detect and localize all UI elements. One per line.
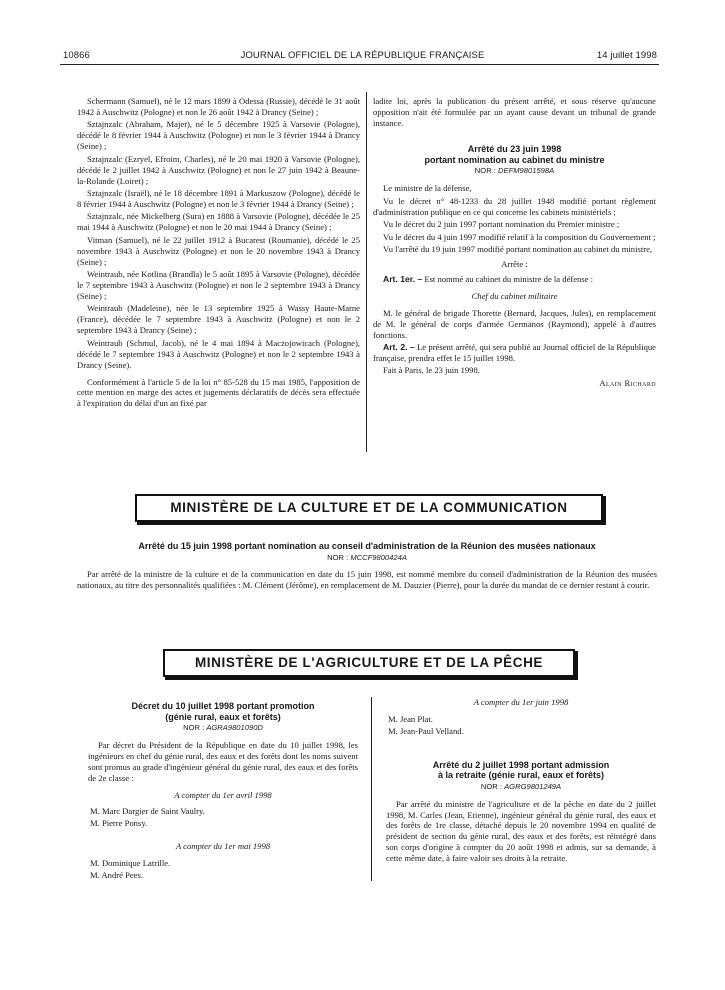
decree-body: Par arrêté de la ministre de la culture et de la communication en date du 15 juin 1998, est nommé membre du conseil d'administration de la Réunion des musées nationaux, au titre des personnalités qualifiées : M. Clément (Jérôme), en remplacement de M. Dauzier (Pierre), pour la durée du mandat de ce dernier restant à courir. [77, 569, 657, 591]
paragraph: Vu l'arrêté du 19 juin 1997 modifié portant nomination au cabinet du ministre, [383, 244, 653, 255]
header-rule [60, 64, 659, 65]
nor-label: NOR : [474, 166, 496, 176]
entry: Conformément à l'article 5 de la loi n° 85-528 du 15 mai 1985, l'apposition de cette mention en marge des actes et jugements déclaratifs de décès sera effectuée à l'expiration du délai d'un an fixé par [77, 376, 360, 409]
decree-title: Arrêté du 15 juin 1998 portant nomination au conseil d'administration de la Réunion des musées nationaux [138, 541, 596, 551]
decree-title [373, 144, 656, 165]
entry: Weintraub (Madeleine), née le 13 septembre 1925 à Wassy Haute-Marne (France), décédée le 7 septembre 1943 à Auschwitz (Pologne) et non le 2 septembre 1943 à Drancy (Seine) ; [77, 303, 360, 336]
agriculture-right [386, 697, 656, 866]
decree-title-line: Arrêté du 23 juin 1998 [467, 144, 562, 155]
name-item: M. Jean-Paul Velland. [388, 725, 464, 736]
nor-reference [373, 166, 656, 177]
entry: Weintraub, née Kotlina (Brandla) le 5 août 1895 à Varsovie (Pologne), décédée le 7 septembre 1943 à Auschwitz (Pologne) et non le 2 septembre 1943 à Drancy (Seine) ; [77, 269, 360, 301]
decree-title-line: (génie rural, eaux et forêts) [165, 711, 281, 722]
paragraph: Le ministre de la défense, [383, 183, 472, 194]
decree-title-line: à la retraite (génie rural, eaux et forêts) [437, 770, 605, 781]
banner-shadow [137, 496, 606, 525]
names-list [88, 806, 358, 829]
article-text: Le présent arrêté, qui sera publié au Journal officiel de la République française, prendra effet le 15 juillet 1998. [373, 342, 656, 363]
right-column [373, 96, 656, 390]
entry: Sztajnzalc (Abraham, Majer), né le 5 décembre 1925 à Varsovie (Pologne), décédé le 8 février 1944 à Auschwitz (Pologne) et non le 3 février 1944 à Drancy (Seine) ; [77, 119, 360, 152]
continuation-text: ladite loi, après la publication du présent arrêté, et sous réserve qu'aucune opposition n'ait été formulée par un ayant cause devant un tribunal de grande instance. [373, 96, 656, 128]
decree-title-line: portant nomination au cabinet du ministre [424, 154, 605, 165]
decree-body: Par décret du Président de la République en date du 10 juillet 1998, les ingénieurs en chef du génie rural, des eaux et des forêts dont les noms suivent sont promus au grade d'ingénieur général du génie rural, des eaux et des forêts de 2e classe : [88, 739, 358, 783]
ministry-banner-agriculture: MINISTÈRE DE L'AGRICULTURE ET DE LA PÊCHE [163, 649, 575, 677]
effective-date-heading: A compter du 1er avril 1998 [174, 789, 272, 800]
paragraph: Vu le décret du 4 juin 1997 modifié relatif à la composition du Gouvernement ; [383, 231, 656, 242]
name-item: M. Jean Plat. [388, 713, 433, 724]
culture-decree [77, 541, 657, 591]
nor-reference [77, 553, 657, 564]
entry: Weintraub (Schmul, Jacob), né le 4 mai 1894 à Maczojowicach (Pologne), décédé le 7 septembre 1943 à Auschwitz (Pologne) et non le 2 septembre 1943 à Drancy (Seine). [77, 337, 360, 370]
article-2 [373, 342, 656, 364]
signature: Alain Richard [599, 377, 656, 388]
column-divider [371, 697, 372, 881]
entry: Schermann (Samuel), né le 12 mars 1899 à Odessa (Russie), décédé le 31 août 1942 à Auschwitz (Pologne) et non le 26 août 1942 à Drancy (Seine) ; [77, 96, 360, 117]
nor-label: NOR : [183, 723, 205, 732]
names-list [386, 714, 656, 737]
agriculture-left [88, 701, 358, 882]
nor-reference [88, 723, 358, 734]
nor-label: NOR : [480, 781, 502, 791]
name-item: M. Dominique Latrille. [90, 858, 171, 869]
nor-reference [386, 782, 656, 793]
paragraph: Vu le décret du 2 juin 1997 portant nomination du Premier ministre ; [383, 219, 620, 230]
paragraph: Vu le décret n° 48-1233 du 28 juillet 1948 modifié portant règlement d'administration publique en ce qui concerne les cabinets ministériels ; [373, 195, 656, 217]
name-item: M. André Pees. [90, 870, 143, 881]
decree-title-line: Décret du 10 juillet 1998 portant promotion [131, 701, 315, 711]
issue-date: 14 juillet 1998 [596, 50, 657, 61]
page-number: 10866 [63, 50, 90, 61]
entry: Sztajnzalc (Israël), né le 18 décembre 1891 à Markuszow (Pologne), décédé le 8 février 1944 à Auschwitz (Pologne) et non le 3 février 1944 à Drancy (Seine) ; [77, 188, 360, 209]
entry: Sztajnzalc (Ezryel, Efroim, Charles), né le 20 mai 1920 à Varsovie (Pologne), décédé le 2 juillet 1942 à Auschwitz (Pologne) et non le 27 juin 1942 à Beaune-la-Rolande (Loiret) ; [77, 153, 360, 186]
ministry-banner-culture: MINISTÈRE DE LA CULTURE ET DE LA COMMUNICATION [135, 494, 603, 522]
effective-date-heading: A compter du 1er juin 1998 [473, 697, 569, 707]
nor-code: DEFM9801598A [498, 166, 555, 176]
entry: Sztajnzalc, née Mickelberg (Sura) en 1888 à Varsovie (Pologne), décédée le 25 mai 1944 à Auschwitz (Pologne) et non le 20 mai 1944 à Drancy (Seine) ; [77, 211, 360, 233]
appointment: M. le général de brigade Thorette (Bernard, Jacques, Jules), en remplacement de M. le général de corps d'armée Germanos (Raymond), appelé à d'autres fonctions. [373, 307, 656, 340]
done-at: Fait à Paris, le 23 juin 1998. [383, 365, 480, 376]
column-divider [366, 92, 367, 452]
article-1 [373, 274, 656, 285]
banner-shadow [165, 651, 578, 680]
name-item: M. Pierre Ponsy. [90, 818, 148, 829]
nor-code: AGRA9801090D [206, 723, 263, 732]
role-heading: Chef du cabinet militaire [471, 290, 558, 301]
nor-code: MCCF9800424A [350, 552, 407, 562]
decree-title-line: Arrêté du 2 juillet 1998 portant admission [432, 759, 610, 770]
name-item: M. Marc Dargier de Saint Vaulry. [90, 806, 205, 817]
decree-title [88, 701, 358, 722]
arrete-word: Arrête : [501, 259, 528, 270]
decree-body: Par arrêté du ministre de l'agriculture et de la pêche en date du 2 juillet 1998, M. Carles (Jean, Etienne), ingénieur général du génie rural, des eaux et des forêts de 1re classe, détaché depuis le 20 novembre 1994 en qualité de président de section du génie rural, des eaux et des forêts, est réintégré dans son corps d'origine à compter du 20 août 1998 et admis, sur sa demande, à cette même date, à faire valoir ses droits à la retraite. [386, 798, 656, 864]
effective-date-heading: A compter du 1er mai 1998 [175, 841, 271, 852]
nor-code: AGRG9801249A [504, 781, 562, 791]
article-text: Est nommé au cabinet du ministre de la défense : [424, 273, 594, 284]
journal-title: JOURNAL OFFICIEL DE LA RÉPUBLIQUE FRANÇAISE [240, 50, 485, 61]
decree-title [386, 760, 656, 781]
article-label: Art. 2. – [383, 342, 415, 353]
nor-label: NOR : [327, 552, 349, 562]
left-column [77, 96, 360, 411]
article-label: Art. 1er. – [383, 273, 423, 284]
entry: Vitman (Samuel), né le 22 juillet 1912 à Bucarest (Roumanie), décédé le 25 novembre 1943 à Auschwitz (Pologne) et non le 20 novembre 1943 à Drancy (Seine) ; [77, 234, 360, 267]
names-list [88, 858, 358, 881]
